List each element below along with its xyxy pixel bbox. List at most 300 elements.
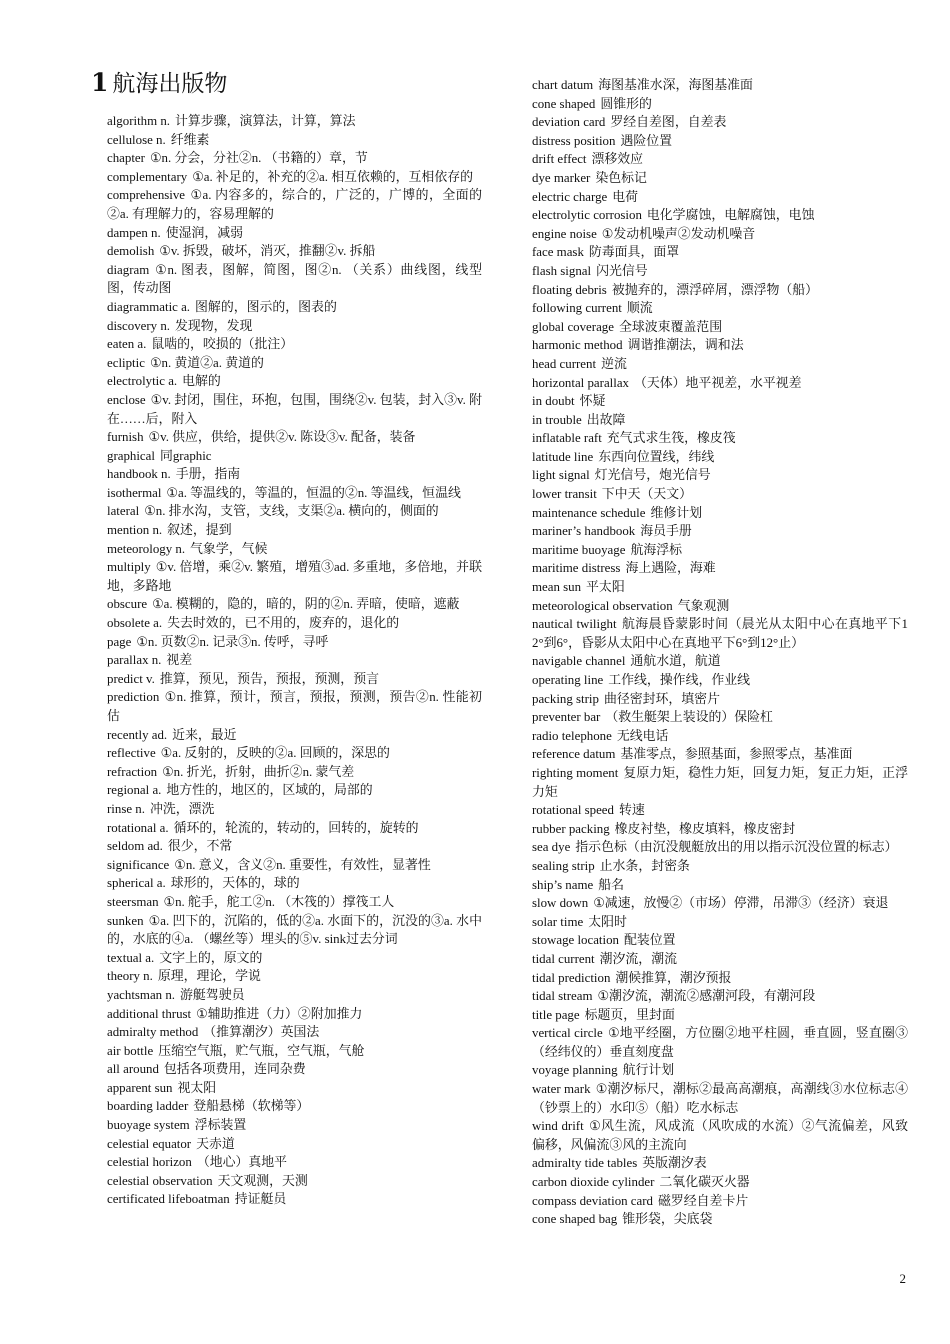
entry-definition: 循环的，轮流的，转动的，回转的，旋转的 [173, 820, 419, 835]
entry-term: following current [532, 301, 622, 316]
entry-definition: （救生艇架上装设的）保险杠 [605, 710, 773, 725]
entry-term: maritime distress [532, 561, 621, 576]
glossary-entry [107, 986, 482, 1005]
entry-term: compass deviation card [532, 1193, 653, 1208]
entry-definition: ①n. 意义，含义②n. 重要性，有效性，显著性 [174, 857, 431, 872]
entry-definition: 船名 [598, 877, 625, 892]
glossary-entry [532, 243, 908, 262]
glossary-entry [532, 820, 908, 839]
glossary-entry [532, 745, 908, 764]
entry-term: distress position [532, 133, 616, 148]
glossary-entry [107, 131, 482, 150]
glossary-entry [532, 1154, 908, 1173]
entry-term: all around [107, 1062, 159, 1077]
glossary-entry [532, 969, 908, 988]
entry-definition: ①潮汐流，潮流②感潮河段，有潮河段 [597, 989, 816, 1004]
entry-term: navigable channel [532, 654, 626, 669]
entry-term: latitude line [532, 449, 594, 464]
entry-definition: 圆锥形的 [600, 96, 652, 111]
entry-term: celestial observation [107, 1173, 213, 1188]
glossary-entry [107, 391, 482, 428]
entry-term: rotational speed [532, 803, 614, 818]
entry-term: horizontal parallax [532, 375, 629, 390]
entry-definition: （推算潮汐）英国法 [203, 1025, 320, 1040]
entry-term: vertical circle [532, 1026, 603, 1041]
entry-term: engine noise [532, 226, 597, 241]
entry-definition: 被抛弃的，漂浮碎屑，漂浮物（船） [611, 282, 819, 297]
entry-term: floating debris [532, 282, 607, 297]
entry-term: solar time [532, 914, 584, 929]
entry-definition: 航海晨昏蒙影时间（晨光从太阳中心在真地平下12°到6°，昏影从太阳中心在真地平下6°到12°止） [532, 617, 908, 650]
glossary-entry [107, 856, 482, 875]
glossary-entry [107, 168, 482, 187]
entry-definition: 登船悬梯（软梯等） [193, 1099, 310, 1114]
glossary-entry [532, 522, 908, 541]
entry-term: cellulose n. [107, 132, 166, 147]
glossary-entry [107, 819, 482, 838]
entry-term: furnish [107, 430, 144, 445]
glossary-entry [532, 950, 908, 969]
entry-definition: 天文观测，天测 [217, 1173, 308, 1188]
entry-definition: 怀疑 [579, 394, 606, 409]
entry-definition: ①n. 排水沟，支管，支线，支渠②a. 横向的，侧面的 [144, 504, 439, 519]
entry-definition: 海员手册 [640, 524, 692, 539]
entry-definition: ①a. 补足的，补充的②a. 相互依赖的，互相依存的 [192, 169, 473, 184]
entry-term: theory n. [107, 969, 153, 984]
glossary-entry [107, 874, 482, 893]
glossary-entry [107, 595, 482, 614]
entry-definition: 手册，指南 [175, 467, 241, 482]
entry-definition: 鼠啮的，咬损的（批注） [151, 337, 294, 352]
entry-term: lower transit [532, 487, 597, 502]
entry-definition: ①n. 舵手，舵工②n. （木筏的）撑筏工人 [163, 894, 395, 909]
entry-definition: 推算，预见，预告，预报，预测，预言 [159, 671, 379, 686]
entry-definition: 东西向位置线，纬线 [598, 449, 715, 464]
entry-definition: 视差 [166, 653, 193, 668]
entry-term: algorithm n. [107, 114, 171, 128]
left-entry-list [107, 112, 482, 1209]
page-number: 2 [899, 1271, 906, 1286]
entry-definition: 文字上的，原文的 [159, 950, 263, 965]
entry-term: ecliptic [107, 355, 145, 370]
entry-term: boarding ladder [107, 1099, 189, 1114]
entry-definition: 防毒面具，面罩 [588, 245, 680, 260]
entry-definition: 曲径密封环，填密片 [603, 691, 720, 706]
entry-definition: ①n. 分会，分社②n. （书籍的）章，节 [149, 151, 368, 166]
entry-definition: 原理，理论，学说 [157, 969, 261, 984]
section-title: 航海出版物 [112, 71, 228, 97]
entry-term: prediction [107, 690, 160, 705]
entry-definition: ①潮汐标尺，潮标②最高高潮痕，高潮线③水位标志④（钞票上的）水印⑤（船）吃水标志 [532, 1082, 908, 1115]
entry-definition: 遇险位置 [620, 133, 672, 148]
entry-definition: 计算步骤，演算法，计算，算法 [175, 114, 356, 128]
glossary-entry [532, 615, 908, 652]
entry-term: parallax n. [107, 653, 162, 668]
glossary-entry [532, 671, 908, 690]
entry-term: comprehensive [107, 188, 186, 203]
glossary-entry [107, 651, 482, 670]
glossary-entry [532, 1117, 908, 1154]
entry-definition: 游艇驾驶员 [180, 987, 245, 1002]
entry-definition: 配装位置 [624, 933, 676, 948]
entry-definition: 使湿润，减弱 [165, 225, 244, 240]
entry-term: certificated lifeboatman [107, 1192, 230, 1207]
entry-definition: 压缩空气瓶，贮气瓶，空气瓶，气舱 [158, 1043, 365, 1058]
glossary-entry [107, 540, 482, 559]
entry-definition: 橡皮衬垫，橡皮填料，橡皮密封 [614, 821, 796, 836]
glossary-entry [107, 317, 482, 336]
entry-term: graphical [107, 448, 155, 463]
entry-term: cone shaped [532, 96, 596, 111]
glossary-entry [532, 1024, 908, 1061]
glossary-entry [107, 781, 482, 800]
entry-term: wind drift [532, 1119, 584, 1134]
entry-term: sunken [107, 913, 144, 928]
entry-term: ship’s name [532, 877, 594, 892]
entry-term: maintenance schedule [532, 505, 646, 520]
glossary-entry [532, 597, 908, 616]
entry-term: head current [532, 356, 597, 371]
entry-term: reference datum [532, 747, 616, 762]
entry-term: demolish [107, 244, 155, 259]
glossary-entry [107, 224, 482, 243]
entry-term: face mask [532, 245, 584, 260]
entry-definition: 叙述，提到 [167, 523, 232, 538]
entry-definition: ①风生流，风成流（风吹成的水流）②气流偏差，风致偏移，风偏流③风的主流向 [532, 1119, 908, 1152]
entry-term: seldom ad. [107, 839, 163, 854]
entry-term: in trouble [532, 412, 582, 427]
entry-definition: 维修计划 [650, 505, 703, 520]
entry-term: recently ad. [107, 727, 168, 742]
entry-definition: ①减速，放慢②（市场）停滞，吊滞③（经济）衰退 [593, 896, 889, 911]
entry-definition: 冲洗，漂洗 [149, 801, 215, 816]
entry-definition: 同graphic [159, 448, 212, 463]
entry-definition: 视太阳 [177, 1080, 217, 1095]
entry-term: title page [532, 1007, 580, 1022]
entry-definition: ①v. 供应，供给，提供②v. 陈设③v. 配备，装备 [148, 430, 416, 445]
entry-term: obsolete a. [107, 616, 163, 631]
entry-definition: 天赤道 [196, 1136, 235, 1151]
entry-definition: 工作线，操作线，作业线 [608, 673, 751, 687]
entry-term: harmonic method [532, 338, 623, 353]
entry-definition: 逆流 [601, 356, 627, 371]
entry-definition: 平太阳 [586, 580, 625, 595]
entry-definition: ①n. 黄道②a. 黄道的 [149, 355, 264, 370]
entry-definition: ①发动机噪声②发动机噪音 [601, 226, 756, 241]
glossary-entry [532, 132, 908, 151]
entry-term: rinse n. [107, 801, 145, 816]
glossary-entry [107, 912, 482, 949]
entry-definition: 海图基准水深，海图基准面 [598, 78, 753, 92]
entry-term: page [107, 634, 132, 649]
glossary-entry [532, 95, 908, 114]
entry-definition: ①n. 推算，预计，预言，预报，预测，预告②n. 性能初估 [107, 690, 482, 723]
glossary-entry [107, 744, 482, 763]
glossary-entry [532, 1061, 908, 1080]
entry-definition: 通航水道，航道 [630, 654, 721, 669]
entry-definition: 电解的 [182, 374, 221, 389]
glossary-entry [532, 318, 908, 337]
glossary-entry [107, 614, 482, 633]
entry-definition: 包括各项费用，连同杂费 [163, 1062, 306, 1077]
entry-definition: 调谐推潮法，调和法 [627, 338, 744, 353]
entry-term: complementary [107, 169, 188, 184]
glossary-entry [107, 428, 482, 447]
glossary-entry [107, 726, 482, 745]
entry-definition: ①v. 封闭，围住，环抱，包围，围绕②v. 包装，封入③v. 附在……后，附入 [107, 392, 482, 426]
entry-definition: 航海浮标 [630, 542, 682, 557]
glossary-entry [532, 1192, 908, 1211]
entry-definition: 充气式求生筏，橡皮筏 [606, 431, 736, 446]
entry-definition: 复原力矩，稳性力矩，回复力矩，复正力矩，正浮力矩 [532, 765, 908, 799]
entry-definition: 很少，不常 [167, 839, 233, 854]
entry-definition: （天体）地平视差，水平视差 [634, 375, 802, 390]
entry-term: voyage planning [532, 1063, 618, 1078]
glossary-entry [532, 206, 908, 225]
glossary-entry [107, 447, 482, 466]
glossary-entry [107, 1079, 482, 1098]
entry-term: preventer bar [532, 710, 601, 725]
entry-term: meteorology n. [107, 541, 186, 556]
entry-term: operating line [532, 673, 604, 687]
glossary-entry [532, 1006, 908, 1025]
entry-definition: 失去时效的，已不用的，废弃的，退化的 [167, 616, 400, 631]
entry-definition: 二氧化碳灭火器 [659, 1175, 750, 1190]
entry-definition: 罗经自差图，自差表 [610, 115, 727, 130]
entry-term: tidal current [532, 951, 595, 966]
glossary-entry [532, 429, 908, 448]
entry-definition: 电荷 [612, 189, 639, 204]
entry-definition: 浮标装置 [194, 1118, 247, 1133]
entry-definition: 基准零点，参照基面，参照零点，基准面 [620, 747, 853, 762]
entry-term: spherical a. [107, 876, 166, 891]
entry-term: carbon dioxide cylinder [532, 1175, 655, 1190]
entry-term: tidal stream [532, 989, 593, 1004]
entry-definition: 潮汐流，潮流 [599, 951, 677, 966]
entry-term: cone shaped bag [532, 1212, 618, 1227]
entry-definition: 无线电话 [616, 728, 669, 743]
glossary-entry [107, 149, 482, 168]
entry-term: drift effect [532, 152, 587, 167]
entry-definition: ①v. 倍增，乘②v. 繁殖，增殖③ad. 多重地，多倍地，并联地，多路地 [107, 560, 482, 593]
glossary-entry [107, 186, 482, 223]
glossary-entry [532, 1080, 908, 1117]
glossary-entry [532, 466, 908, 485]
entry-term: regional a. [107, 783, 162, 798]
glossary-entry [107, 1116, 482, 1135]
entry-term: maritime buoyage [532, 542, 626, 557]
glossary-entry [532, 485, 908, 504]
entry-term: radio telephone [532, 728, 612, 743]
entry-term: in doubt [532, 394, 575, 409]
entry-definition: （地心）真地平 [196, 1155, 288, 1170]
section-number: 1 [91, 68, 109, 97]
entry-definition: ①a. 反射的，反映的②a. 回顾的，深思的 [160, 746, 390, 761]
entry-definition: ①n. 图表，图解，简图，图②n. （关系）曲线图，线型图，传动图 [107, 262, 482, 296]
entry-definition: 漂移效应 [591, 152, 644, 167]
entry-term: obscure [107, 597, 148, 612]
entry-definition: 航行计划 [622, 1063, 675, 1078]
glossary-entry [532, 336, 908, 355]
entry-definition: 全球波束覆盖范围 [618, 319, 723, 334]
entry-definition: 气象学，气候 [190, 541, 268, 556]
entry-term: significance [107, 857, 170, 872]
glossary-entry [532, 411, 908, 430]
entry-term: reflective [107, 746, 156, 761]
entry-definition: 海上遇险，海难 [625, 561, 716, 576]
entry-definition: 顺流 [626, 301, 653, 316]
entry-term: handbook n. [107, 467, 171, 482]
glossary-entry [532, 225, 908, 244]
glossary-entry [107, 558, 482, 595]
glossary-entry [532, 838, 908, 857]
glossary-entry [107, 967, 482, 986]
entry-term: rubber packing [532, 821, 610, 836]
entry-term: mean sun [532, 580, 582, 595]
entry-term: dampen n. [107, 225, 161, 240]
entry-term: flash signal [532, 263, 592, 278]
glossary-entry [532, 1210, 908, 1229]
glossary-entry [532, 113, 908, 132]
entry-definition: 指示色标（由沉没舰艇放出的用以指示沉没位置的标志） [575, 840, 898, 855]
entry-term: diagrammatic a. [107, 299, 191, 314]
glossary-entry [532, 262, 908, 281]
entry-term: buoyage system [107, 1118, 190, 1133]
glossary-entry [532, 281, 908, 300]
entry-definition: ①v. 拆毁，破坏，消灭，推翻②v. 拆船 [159, 244, 376, 259]
glossary-entry [107, 484, 482, 503]
glossary-entry [107, 112, 482, 131]
entry-term: predict v. [107, 671, 155, 686]
glossary-entry [107, 1005, 482, 1024]
entry-term: additional thrust [107, 1006, 192, 1021]
entry-definition: 灯光信号，炮光信号 [594, 468, 711, 483]
entry-term: slow down [532, 896, 589, 911]
entry-term: water mark [532, 1082, 591, 1097]
entry-term: steersman [107, 894, 159, 909]
glossary-entry [107, 521, 482, 540]
entry-term: electrolytic corrosion [532, 208, 642, 223]
entry-term: chapter [107, 151, 145, 166]
glossary-entry [532, 169, 908, 188]
entry-definition: ①a. 凹下的，沉陷的，低的②a. 水面下的，沉没的③a. 水中的，水底的④a. （螺丝等）埋头的⑤v. sink过去分词 [107, 913, 482, 947]
glossary-entry [532, 894, 908, 913]
glossary-entry [107, 688, 482, 725]
entry-term: admiralty method [107, 1025, 199, 1040]
section-heading [91, 66, 227, 101]
glossary-entry [532, 987, 908, 1006]
entry-definition: 气象观测 [677, 598, 730, 613]
entry-term: righting moment [532, 765, 619, 780]
entry-definition: 闪光信号 [596, 263, 648, 278]
glossary-entry [532, 188, 908, 207]
entry-term: isothermal [107, 485, 162, 500]
glossary-entry [107, 502, 482, 521]
entry-term: celestial equator [107, 1136, 192, 1151]
glossary-entry [107, 1153, 482, 1172]
entry-term: mention n. [107, 523, 163, 538]
glossary-entry [532, 578, 908, 597]
entry-term: deviation card [532, 115, 606, 130]
glossary-entry [107, 1023, 482, 1042]
entry-definition: 英版潮汐表 [642, 1156, 707, 1171]
entry-term: refraction [107, 764, 158, 779]
entry-term: tidal prediction [532, 970, 611, 985]
entry-definition: 磁罗经自差卡片 [658, 1193, 749, 1208]
entry-definition: ①a. 模糊的，隐的，暗的，阴的②n. 弄暗，使暗，遮蔽 [152, 597, 460, 612]
entry-term: yachtsman n. [107, 987, 176, 1002]
entry-definition: 地方性的，地区的，区域的，局部的 [166, 783, 373, 798]
entry-term: meteorological observation [532, 598, 673, 613]
glossary-entry [532, 801, 908, 820]
glossary-entry [532, 931, 908, 950]
entry-term: discovery n. [107, 318, 171, 333]
glossary-entry [532, 727, 908, 746]
right-entry-list [532, 76, 908, 1229]
entry-term: inflatable raft [532, 431, 602, 446]
entry-definition: 染色标记 [595, 170, 647, 185]
glossary-entry [532, 448, 908, 467]
entry-definition: ①地平经圈，方位圈②地平柱圆，垂直圆，竖直圈③（经纬仪的）垂直刻度盘 [532, 1026, 908, 1059]
entry-term: enclose [107, 392, 146, 407]
glossary-entry [532, 541, 908, 560]
glossary-entry [532, 76, 908, 95]
glossary-entry [107, 1042, 482, 1061]
glossary-entry [107, 670, 482, 689]
entry-term: lateral [107, 504, 140, 519]
entry-term: electric charge [532, 189, 608, 204]
entry-term: diagram [107, 262, 150, 277]
glossary-entry [107, 465, 482, 484]
entry-definition: 锥形袋，尖底袋 [622, 1212, 713, 1227]
entry-term: air bottle [107, 1043, 154, 1058]
glossary-entry [107, 1097, 482, 1116]
glossary-entry [532, 504, 908, 523]
glossary-entry [532, 1173, 908, 1192]
entry-term: apparent sun [107, 1080, 173, 1095]
entry-term: sealing strip [532, 858, 595, 873]
entry-definition: 纤维素 [170, 132, 210, 147]
glossary-entry [107, 1135, 482, 1154]
entry-definition: 下中天（天文） [601, 487, 693, 502]
glossary-entry [532, 876, 908, 895]
glossary-entry [107, 949, 482, 968]
glossary-entry [107, 893, 482, 912]
glossary-entry [532, 690, 908, 709]
glossary-entry [107, 372, 482, 391]
entry-definition: 出故障 [586, 412, 626, 427]
glossary-entry [107, 800, 482, 819]
glossary-entry [532, 150, 908, 169]
glossary-entry [107, 763, 482, 782]
glossary-entry [107, 298, 482, 317]
glossary-entry [532, 355, 908, 374]
glossary-entry [532, 374, 908, 393]
entry-definition: 发现物，发现 [175, 318, 253, 333]
glossary-entry [107, 837, 482, 856]
glossary-entry [532, 857, 908, 876]
glossary-entry [107, 1172, 482, 1191]
entry-term: textual a. [107, 950, 155, 965]
glossary-entry [107, 633, 482, 652]
entry-definition: ①辅助推进（力）②附加推力 [196, 1006, 363, 1021]
glossary-entry [107, 1060, 482, 1079]
entry-definition: 持证艇员 [234, 1192, 287, 1207]
entry-term: dye marker [532, 170, 591, 185]
glossary-entry [107, 1190, 482, 1209]
entry-term: packing strip [532, 691, 599, 706]
entry-definition: 止水条，封密条 [599, 858, 690, 873]
